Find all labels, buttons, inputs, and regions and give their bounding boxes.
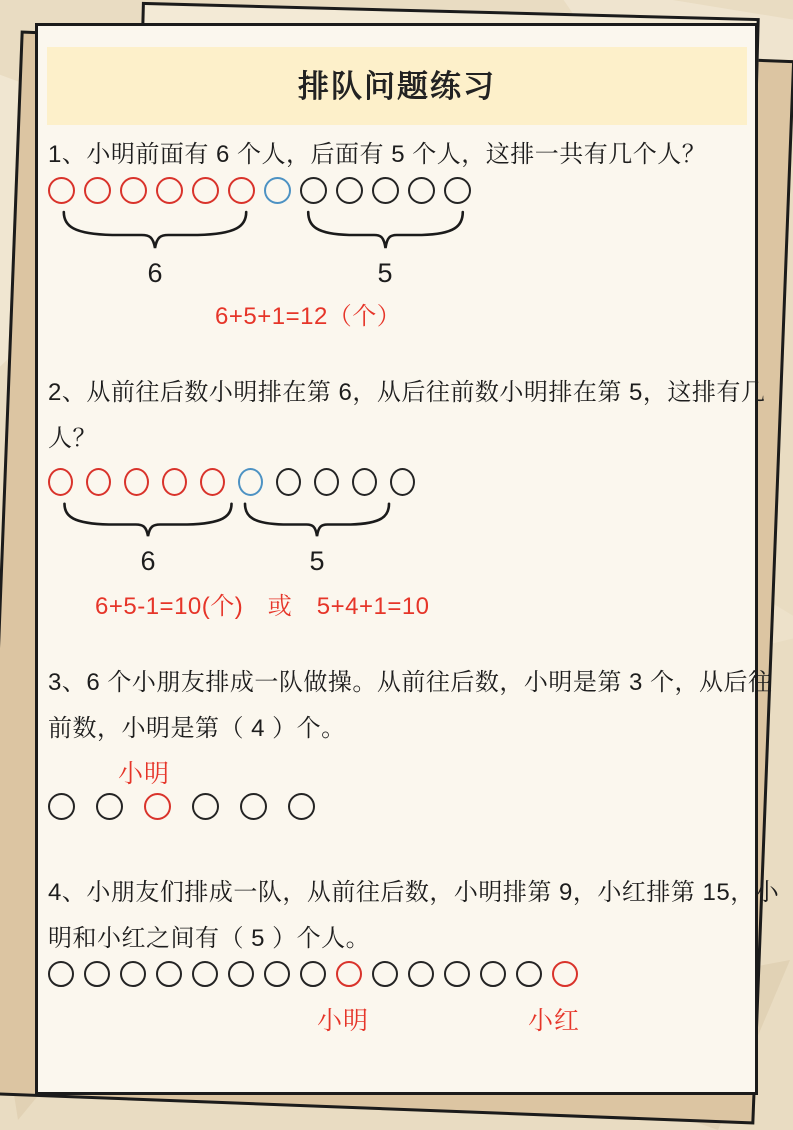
group-count-label: 6	[140, 546, 156, 576]
black-circle	[288, 793, 315, 820]
black-circle	[240, 793, 267, 820]
problem-3-text-line1: 3、6 个小朋友排成一队做操。从前往后数，小明是第 3 个，从后往	[48, 669, 773, 696]
black-circle	[480, 961, 506, 987]
red-circle	[86, 468, 111, 496]
group-count-label: 6	[147, 258, 163, 288]
black-circle	[48, 793, 75, 820]
problem-4-text-line2: 明和小红之间有（ 5 ）个人。	[48, 925, 371, 952]
black-circle	[314, 468, 339, 496]
red-circle	[120, 177, 147, 204]
red-circle	[84, 177, 111, 204]
black-circle	[372, 177, 399, 204]
red-circle	[48, 468, 73, 496]
black-circle	[444, 961, 470, 987]
problem-2-text-line1: 2、从前往后数小明排在第 6，从后往前数小明排在第 5，这排有几	[48, 379, 766, 406]
problem-2-answer: 6+5-1=10(个) 或 5+4+1=10	[95, 593, 430, 620]
black-circle	[516, 961, 542, 987]
red-circle	[124, 468, 149, 496]
red-circle	[552, 961, 578, 987]
blue-circle	[238, 468, 263, 496]
problem-2-text-line2: 人？	[48, 425, 97, 452]
black-circle	[156, 961, 182, 987]
black-circle	[192, 793, 219, 820]
black-circle	[408, 961, 434, 987]
red-circle	[228, 177, 255, 204]
black-circle	[300, 961, 326, 987]
black-circle	[390, 468, 415, 496]
problem-4-circle-row	[48, 961, 578, 987]
black-circle	[120, 961, 146, 987]
curly-brace-icon	[61, 502, 235, 538]
person-label-xiaohong: 小红	[528, 1007, 581, 1035]
black-circle	[84, 961, 110, 987]
red-circle	[156, 177, 183, 204]
group-count-label: 5	[377, 258, 393, 288]
black-circle	[352, 468, 377, 496]
black-circle	[228, 961, 254, 987]
black-circle	[444, 177, 471, 204]
problem-1-circle-row	[48, 177, 471, 204]
worksheet-page	[35, 23, 780, 1095]
red-circle	[144, 793, 171, 820]
black-circle	[300, 177, 327, 204]
blue-circle	[264, 177, 291, 204]
black-circle	[336, 177, 363, 204]
black-circle	[96, 793, 123, 820]
black-circle	[264, 961, 290, 987]
curly-brace-icon	[305, 210, 466, 250]
curly-brace-icon	[242, 502, 392, 538]
problem-3-circle-row	[48, 793, 315, 820]
black-circle	[192, 961, 218, 987]
red-circle	[336, 961, 362, 987]
person-label-xiaoming: 小明	[118, 760, 171, 788]
person-label-xiaoming: 小明	[317, 1007, 370, 1035]
problem-2-circle-row	[48, 468, 415, 496]
group-count-label: 5	[309, 546, 325, 576]
problem-1-answer: 6+5+1=12（个）	[215, 303, 402, 330]
problem-4-text-line1: 4、小朋友们排成一队，从前往后数，小明排第 9，小红排第 15，小	[48, 879, 780, 906]
page-title: 排队问题练习	[298, 69, 496, 104]
problem-1-text: 1、小明前面有 6 个人，后面有 5 个人，这排一共有几个人？	[48, 141, 707, 168]
title-banner	[47, 47, 747, 125]
red-circle	[192, 177, 219, 204]
black-circle	[48, 961, 74, 987]
black-circle	[276, 468, 301, 496]
red-circle	[48, 177, 75, 204]
problem-3-text-line2: 前数，小明是第（ 4 ）个。	[48, 715, 346, 742]
black-circle	[372, 961, 398, 987]
curly-brace-icon	[60, 210, 250, 250]
black-circle	[408, 177, 435, 204]
red-circle	[200, 468, 225, 496]
red-circle	[162, 468, 187, 496]
